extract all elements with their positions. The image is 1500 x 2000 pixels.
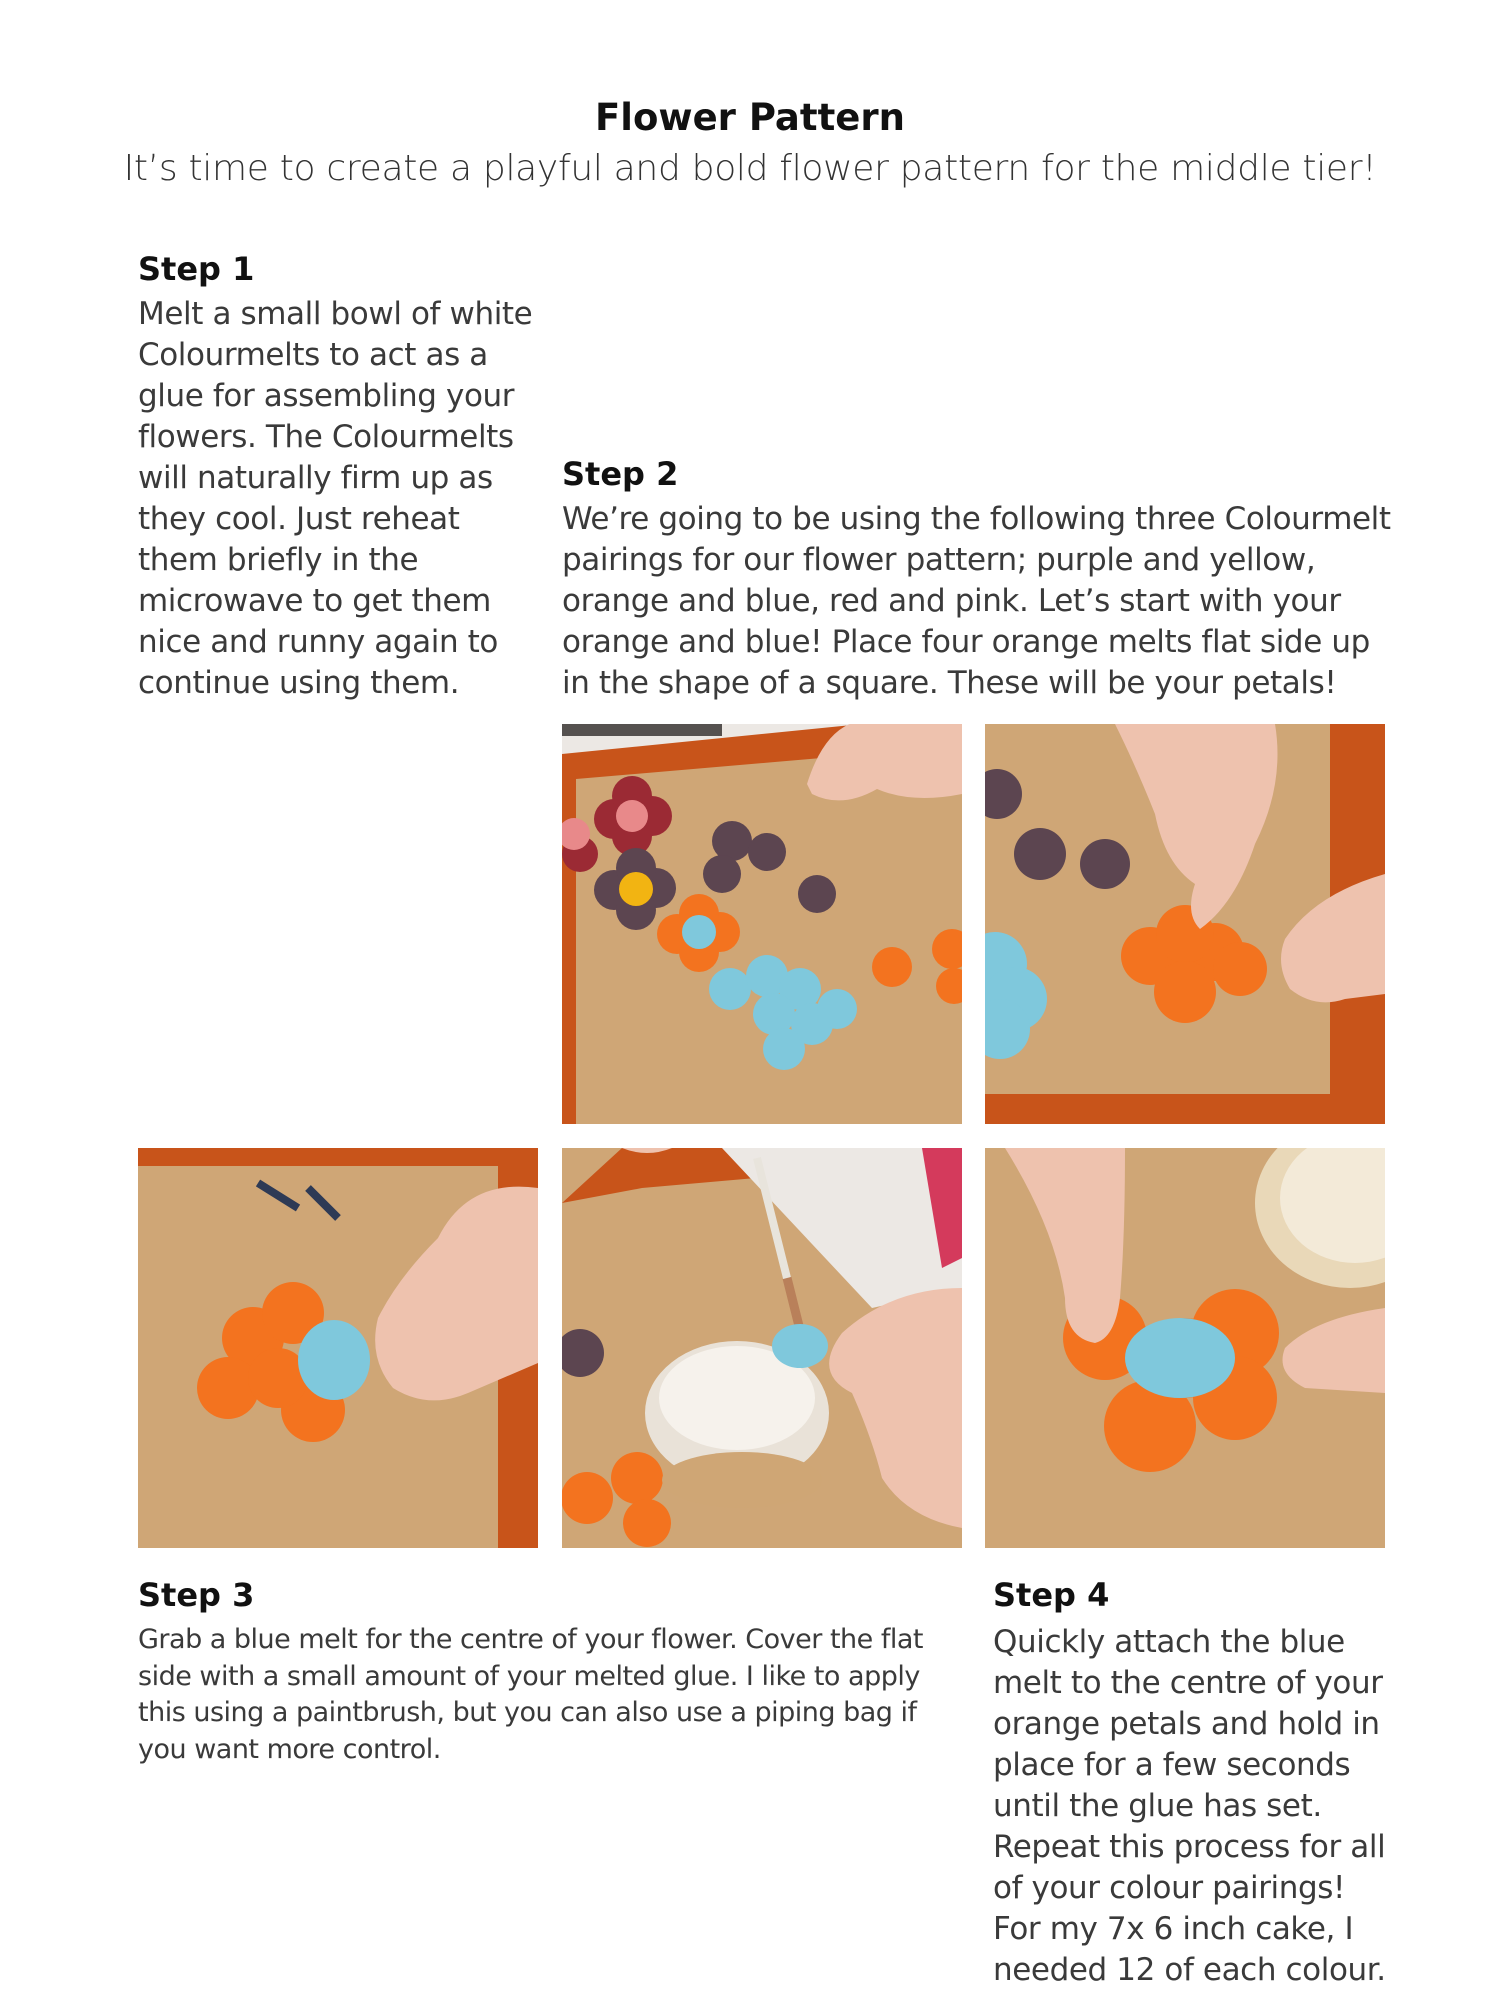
step-1-text: Melt a small bowl of white Colourmelts to act as a glue for assembling your flowers. The Colourmelts will naturally firm up as they cool. Just reheat them briefly in the microwave to get them nice and runny again to continue using them. — [138, 296, 533, 701]
step-1-heading: Step 1 — [138, 250, 255, 288]
step-2-heading: Step 2 — [562, 455, 679, 493]
photo-pressing-center — [985, 1148, 1385, 1548]
step-4 — [993, 1576, 1393, 1991]
photo-arranging-petals — [985, 724, 1385, 1124]
photo-flowers-overview — [562, 724, 962, 1124]
step-1 — [138, 250, 538, 704]
step-3 — [138, 1576, 968, 1768]
step-2-text: We’re going to be using the following three Colourmelt pairings for our flower pattern; purple and yellow, orange and blue, red and pink. Let’s start with your orange and blue! Place four orange melts flat side up in the shape of a square. These will be your petals! — [562, 501, 1391, 701]
step-2 — [562, 455, 1392, 704]
page-subtitle: It’s time to create a playful and bold flower pattern for the middle tier! — [123, 148, 1377, 189]
step-3-heading: Step 3 — [138, 1576, 255, 1614]
page-title: Flower Pattern — [595, 96, 905, 139]
photo-applying-glue — [562, 1148, 962, 1548]
step-3-text: Grab a blue melt for the centre of your flower. Cover the flat side with a small amount of your melted glue. I like to apply this using a paintbrush, but you can also use a piping bag if you want more control. — [138, 1624, 923, 1765]
photo-placing-blue-center — [138, 1148, 538, 1548]
step-4-heading: Step 4 — [993, 1576, 1110, 1614]
step-4-text: Quickly attach the blue melt to the centre of your orange petals and hold in place for a few seconds until the glue has set. Repeat this process for all of your colour pairings! For my 7x 6 inch cake, I needed 12 of each colour. — [993, 1624, 1386, 1988]
